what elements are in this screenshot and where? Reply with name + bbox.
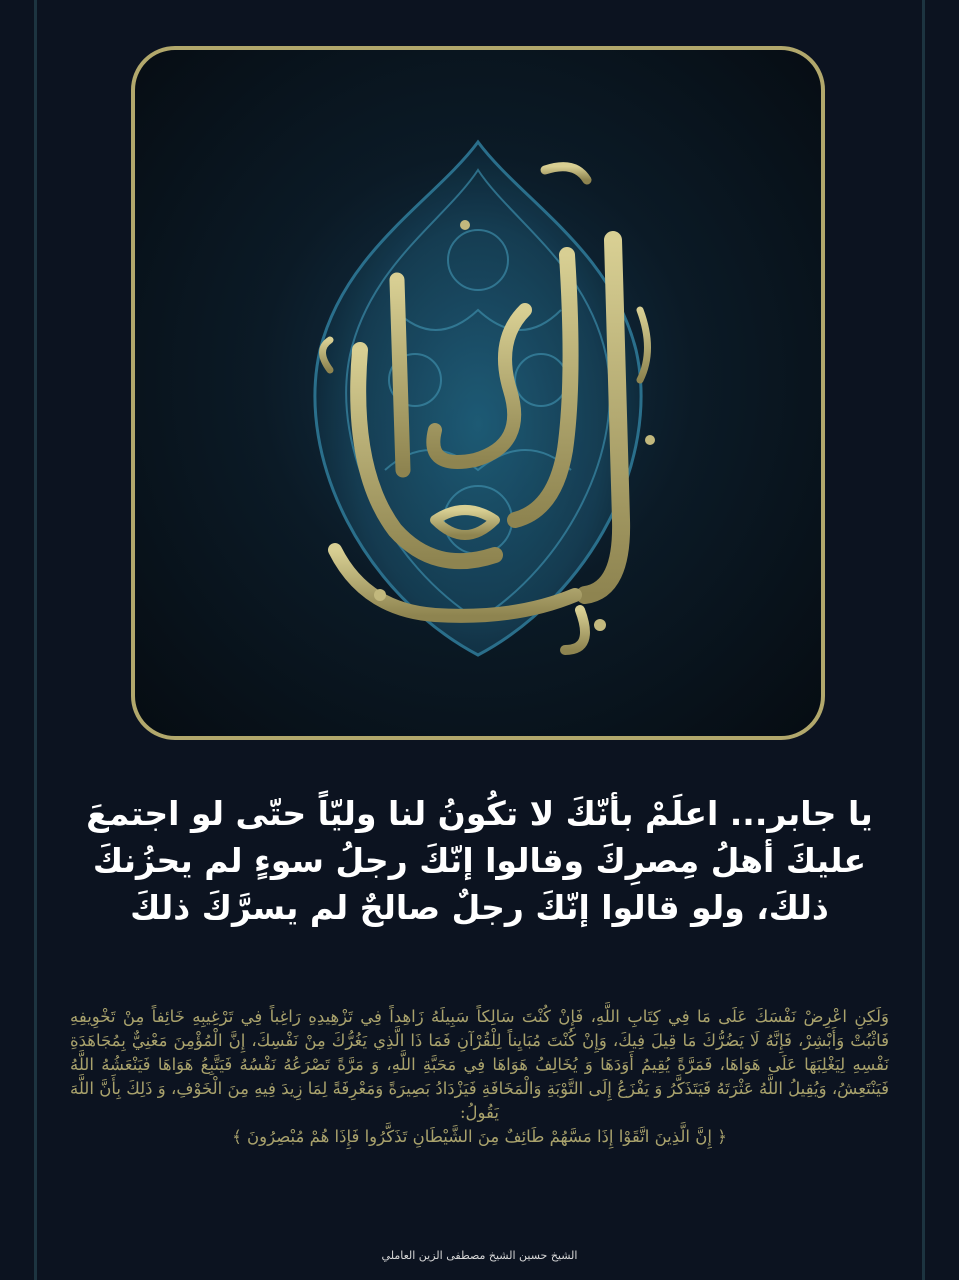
- hadith-body: [70, 1005, 889, 1149]
- calligraphy-artwork: [135, 50, 821, 736]
- quran-verse: ﴿ إِنَّ الَّذِينَ اتَّقَوْا إِذَا مَسَّهُمْ طَائِفٌ مِنَ الشَّيْطَانِ تَذَكَّرُوا فَإِذَا هُمْ مُبْصِرُونَ ﴾: [232, 1127, 727, 1146]
- hadith-body-text: وَلَكِنِ اعْرِضْ نَفْسَكَ عَلَى مَا فِي كِتَابِ اللَّهِ، فَإِنْ كُنْتَ سَالِكاً سَبِيلَهُ زَاهِداً فِي تَزْهِيدِهِ رَاغِباً فِي تَرْغِيبِهِ خَائِفاً مِنْ تَخْوِيفِهِ فَاثْبُتْ وَأَبْشِرْ، فَإِنَّهُ لَا يَضُرُّكَ مَا قِيلَ فِيكَ، وَإِنْ كُنْتَ مُبَايِناً لِلْقُرْآنِ فَمَا ذَا الَّذِي يَغُرُّكَ مِنْ نَفْسِكَ، إِنَّ الْمُؤْمِنَ مَعْنِيٌّ بِمُجَاهَدَةِ نَفْسِهِ لِيَغْلِبَهَا عَلَى هَوَاهَا، فَمَرَّةً يُقِيمُ أَوَدَهَا وَ يُخَالِفُ هَوَاهَا فِي مَحَبَّةِ اللَّهِ، وَ مَرَّةً تَصْرَعُهُ نَفْسُهُ فَيَتَّبِعُ هَوَاهَا فَيَنْعَشُهُ اللَّهُ فَيَنْتَعِشُ، وَيُقِيلُ اللَّهُ عَثْرَتَهُ فَيَتَذَكَّرُ وَ يَفْزَعُ إِلَى التَّوْبَةِ وَالْمَخَافَةِ فَيَزْدَادُ بَصِيرَةً وَمَعْرِفَةً لِمَا زِيدَ فِيهِ مِنَ الْخَوْفِ، وَ ذَلِكَ بِأَنَّ اللَّهَ يَقُولُ:: [70, 1007, 889, 1122]
- hadith-headline: يا جابر... اعلَمْ بأنّكَ لا تكُونُ لنا وليّاً حتّى لو اجتمعَ عليكَ أهلُ مِصرِكَ وقالوا إنّكَ رجلُ سوءٍ لم يحزُنكَ ذلكَ، ولو قالوا إنّكَ رجلٌ صالحٌ لم يسرَّكَ ذلكَ: [86, 794, 873, 927]
- right-edge-line: [922, 0, 925, 1280]
- left-edge-line: [34, 0, 37, 1280]
- author-signature: الشيخ حسين الشيخ مصطفى الزين العاملي: [381, 1249, 578, 1262]
- artwork-frame: [131, 46, 825, 740]
